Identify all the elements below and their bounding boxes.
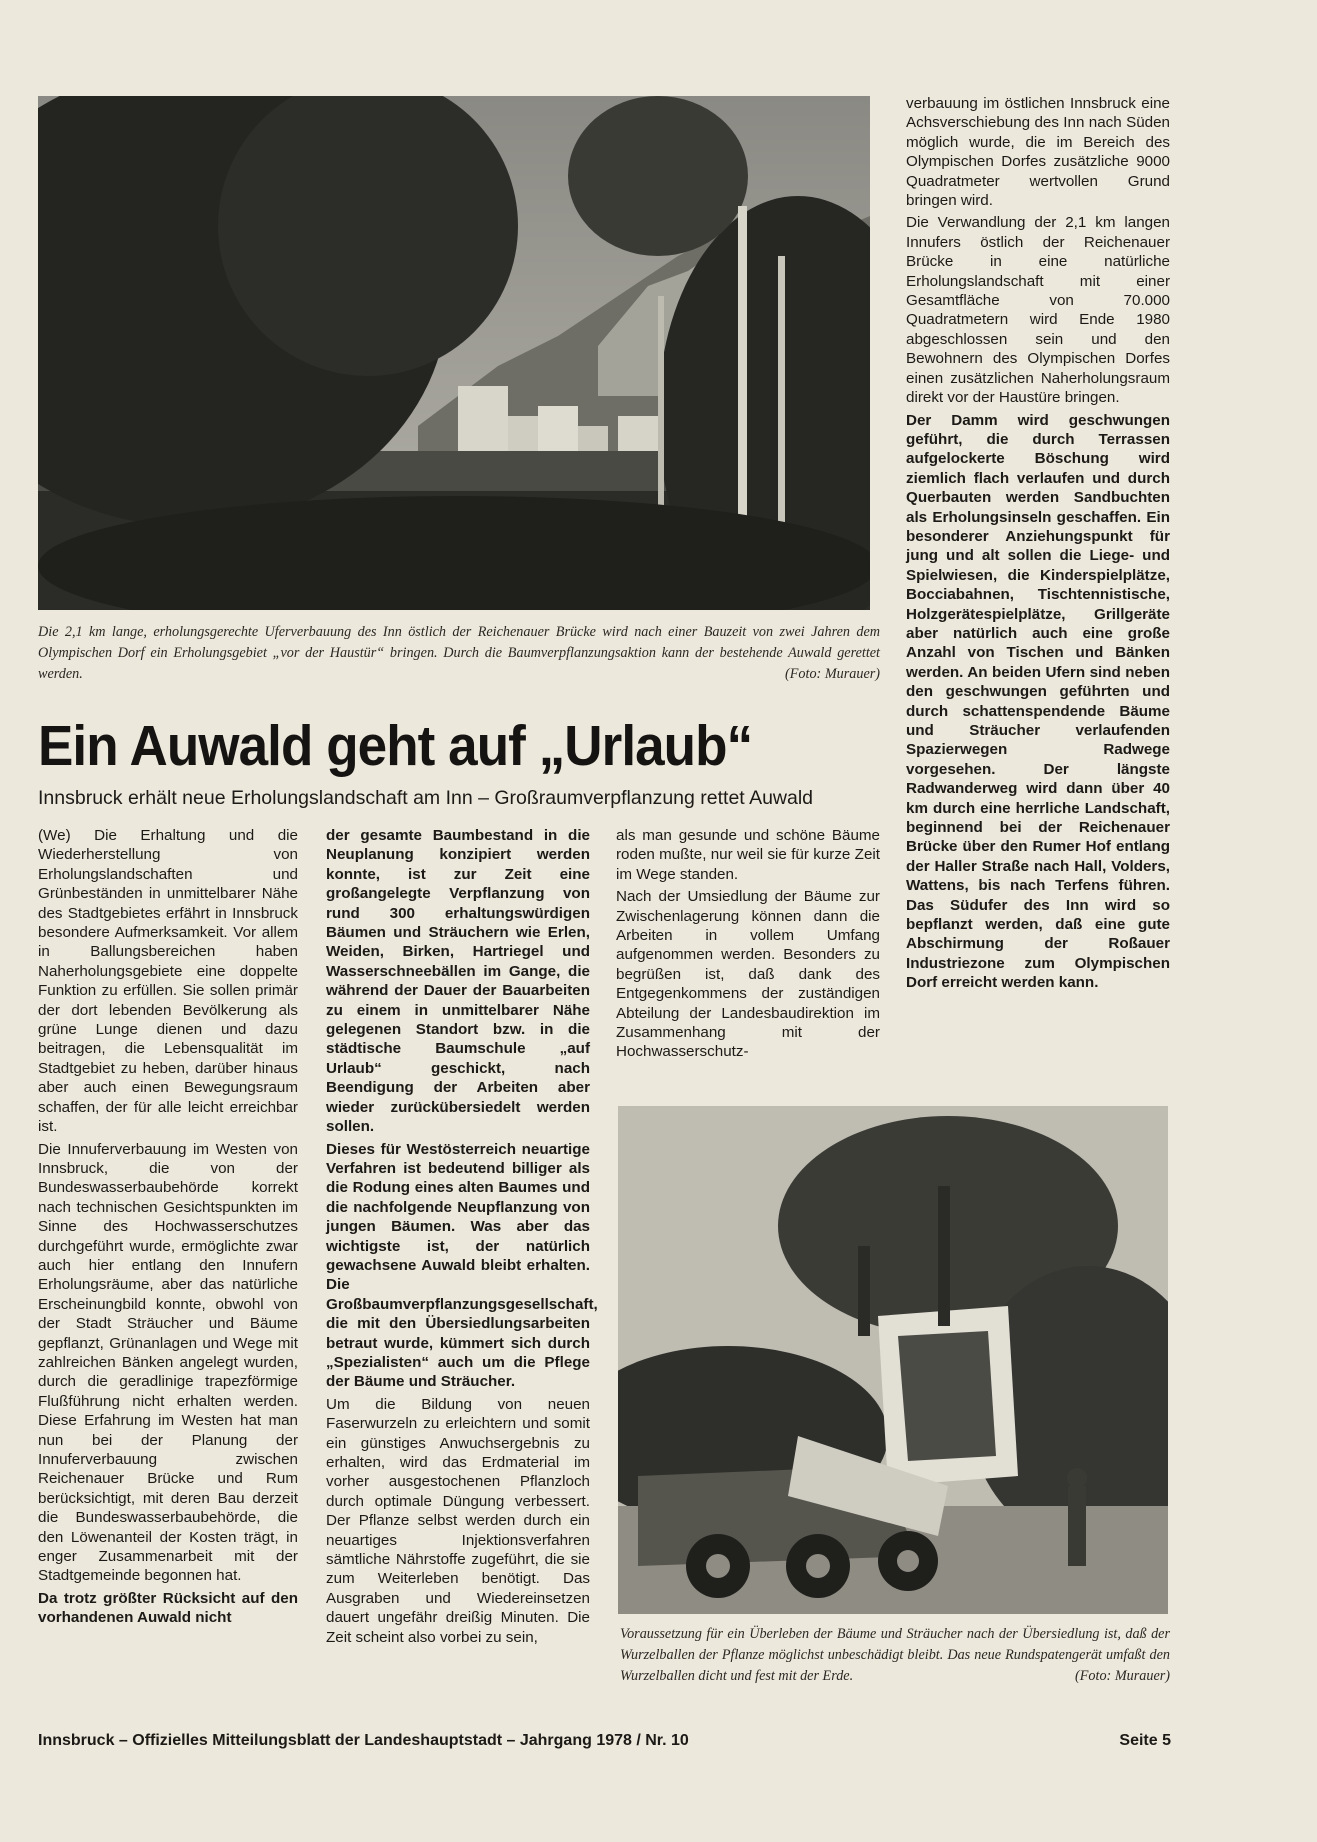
- column-4-paragraph-2: Die Verwandlung der 2,1 km langen Innufers östlich der Reichenauer Brücke in eine natürliche Erholungslandschaft mit einer Gesamtfläche von 70.000 Quadratmetern wird Ende 1980 abgeschlossen sein und den Bewohnern des Olympischen Dorfes einen zusätzlichen Naherholungsraum direkt vor der Haustüre bringen.: [906, 214, 1170, 407]
- column-2-paragraph-3: Um die Bildung von neuen Faserwurzeln zu erleichtern und somit ein günstiges Anwuchsergebnis zu erhalten, wird das Erdmaterial im vorher ausgestochenen Pflanzloch durch optimale Düngung verbessert. Der Pflanze selbst werden durch ein neuartiges Injektionsverfahren sämtliche Nährstoffe zugeführt, die sie zum Weiterleben benötigt. Das Ausgraben und Wiedereinsetzen dauert ungefähr dreißig Minuten. Die Zeit scheint also vorbei zu sein,: [326, 1395, 590, 1646]
- column-4-paragraph-3: Der Damm wird geschwungen geführt, die durch Terrassen aufgelockerte Böschung wird ziemlich flach verlaufen und durch Querbauten werden Sandbuchten als Erholungsinseln geschaffen. Ein besonderer Anziehungspunkt für jung und alt sollen die Liege- und Spielwiesen, die Kinderspielplätze, Bocciabahnen, Tischtennistische, Holzgerätespielplätze, Grillgeräte aber natürlich auch eine große Anzahl von Tischen und Bänken werden. An beiden Ufern sind neben den geschwungen geführten und durch schattenspendende Bäume und Sträucher verlaufenden Spazierwegen Radwege vorgesehen. Der längste Radwanderweg wird dann über 40 km durch eine herrliche Landschaft, beginnend bei der Reichenauer Brücke über den Rumer Hof entlang der Haller Straße nach Hall, Volders, Wattens, bis nach Terfens führen. Das Südufer des Inn wird so bepflanzt werden, daß eine gute Abschirmung der Roßauer Industriezone zum Olympischen Dorf erreicht werden kann.: [906, 411, 1170, 992]
- column-1-paragraph-1: (We) Die Erhaltung und die Wiederherstellung von Erholungslandschaften und Grünbeständen in unmittelbarer Nähe des Stadtgebietes erfährt in Innsbruck besondere Aufmerksamkeit. Vor allem in Ballungsbereichen haben Naherholungsgebiete eine doppelte Funktion zu erfüllen. Sie sollen primär der dort lebenden Bevölkerung als grüne Lunge dienen und dazu beitragen, die Lebensqualität im Stadtgebiet zu heben, darüber hinaus aber auch einen Bewegungsraum schaffen, der für alle leicht erreichbar ist.: [38, 827, 298, 1136]
- column-2-paragraph-1: der gesamte Baumbestand in die Neuplanung konzipiert werden konnte, ist zur Zeit eine großangelegte Verpflanzung von rund 300 erhaltungswürdigen Bäumen und Sträuchern wie Erlen, Weiden, Birken, Hartriegel und Wasserschneebällen im Gange, die während der Dauer der Bauarbeiten zu einem in unmittelbarer Nähe gelegenen Standort bzw. in die städtische Baumschule „auf Urlaub“ geschickt, nach Beendigung der Arbeiten aber wieder zurückübersiedelt werden sollen.: [326, 827, 590, 1136]
- photo-riverside-trees: [38, 96, 870, 610]
- photo-tree-spade-truck: [618, 1106, 1168, 1614]
- article-headline: Ein Auwald geht auf „Urlaub“: [38, 714, 753, 778]
- column-3-paragraph-2: Nach der Umsiedlung der Bäume zur Zwischenlagerung können dann die Arbeiten in vollem Umfang aufgenommen werden. Besonders zu begrüßen ist, daß dank des Entgegenkommens der zuständigen Abteilung der Landesbaudirektion im Zusammenhang mit der Hochwasserschutz-: [616, 888, 880, 1061]
- photo-caption-top: [38, 622, 880, 685]
- caption-top-credit: (Foto: Murauer): [785, 666, 880, 682]
- truck-photo-graphic: [618, 1106, 1168, 1614]
- column-1-paragraph-2: Die Innuferverbauung im Westen von Innsbruck, die von der Bundeswasserbaubehörde korrekt nach technischen Gesichtspunkten im Sinne des Hochwasserschutzes durchgeführt wurde, ermöglichte zwar auch hier entlang den Innufern Erholungsräume, aber das natürliche Erscheinungbild konnte, obwohl von der Stadt Sträucher und Bäume gepflanzt, Grünanlagen und Wege mit zahlreichen Bänken angelegt wurden, durch die geradlinige trapezförmige Flußführung nicht erhalten werden. Diese Erfahrung im Westen hat man nun bei der Planung der Innuferverbauung zwischen Reichenauer Brücke und Rum berücksichtigt, mit deren Bau derzeit die Bundeswasserbaubehörde, die den Löwenanteil der Kosten trägt, in enger Zusammenarbeit mit der Stadtgemeinde begonnen hat.: [38, 1140, 298, 1585]
- column-3-paragraph-1: als man gesunde und schöne Bäume roden mußte, nur weil sie für kurze Zeit im Wege standen.: [616, 827, 880, 883]
- caption-bottom-credit: (Foto: Murauer): [1075, 1668, 1170, 1684]
- article-column-3: [616, 826, 880, 1065]
- article-subheadline: Innsbruck erhält neue Erholungslandschaft am Inn – Großraumverpflanzung rettet Auwald: [38, 787, 814, 809]
- caption-top-text: Die 2,1 km lange, erholungsgerechte Uferverbauung des Inn östlich der Reichenauer Brücke wird nach einer Bauzeit von zwei Jahren dem Olympischen Dorf ein Erholungsgebiet „vor der Haustür“ bringen. Durch die Baumverpflanzungsaktion kann der bestehende Auwald gerettet werden.: [38, 624, 880, 682]
- column-2-paragraph-2: Dieses für Westösterreich neuartige Verfahren ist bedeutend billiger als die Rodung eines alten Baumes und die nachfolgende Neupflanzung von jungen Bäumen. Was aber das wichtigste ist, der natürlich gewachsene Auwald bleibt erhalten. Die Großbaumverpflanzungsgesellschaft, die mit den Übersiedlungsarbeiten betraut wurde, kümmert sich durch „Spezialisten“ auch um die Pflege der Bäume und Sträucher.: [326, 1140, 598, 1391]
- riverside-photo-graphic: [38, 96, 870, 610]
- photo-caption-bottom: [620, 1624, 1170, 1687]
- article-column-1: [38, 826, 298, 1631]
- column-4-paragraph-1: verbauung im östlichen Innsbruck eine Achsverschiebung des Inn nach Süden möglich wurde, die im Bereich des Olympischen Dorfes zusätzliche 9000 Quadratmeter wertvollen Grund bringen wird.: [906, 95, 1170, 210]
- caption-bottom-text: Voraussetzung für ein Überleben der Bäume und Sträucher nach der Übersiedlung ist, daß der Wurzelballen der Pflanze möglichst unbeschädigt bleibt. Das neue Rundspatengerät umfaßt den Wurzelballen dicht und fest mit der Erde.: [620, 1626, 1170, 1684]
- footer-publication: Innsbruck – Offizielles Mitteilungsblatt der Landeshauptstadt – Jahrgang 1978 / Nr. 10: [38, 1732, 689, 1749]
- page-number: Seite 5: [1119, 1732, 1171, 1749]
- page-footer: [38, 1732, 1171, 1750]
- article-column-4: [906, 94, 1170, 996]
- column-1-paragraph-3: Da trotz größter Rücksicht auf den vorhandenen Auwald nicht: [38, 1589, 298, 1627]
- article-column-2: [326, 826, 598, 1650]
